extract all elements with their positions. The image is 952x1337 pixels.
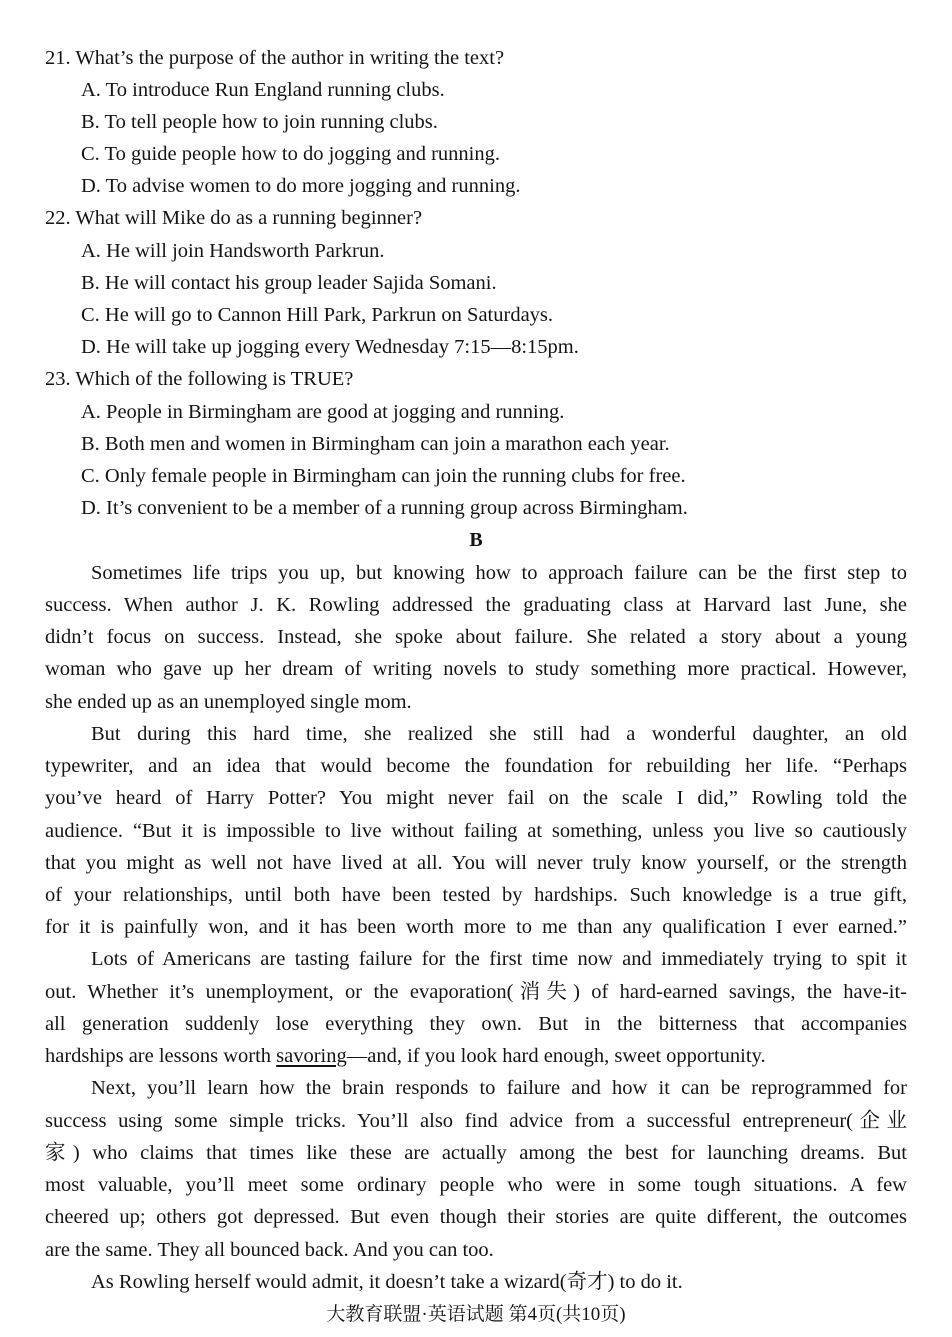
passage-line: of your relationships, until both have been tested by hardships. Such knowledge is a true gift, <box>45 884 907 906</box>
passage-line: Next, you’ll learn how the brain responds to failure and how it can be reprogrammed for <box>91 1077 907 1099</box>
question-22-option-a: A. He will join Handsworth Parkrun. <box>81 240 385 262</box>
question-23-option-a: A. People in Birmingham are good at jogging and running. <box>81 401 565 423</box>
question-21-option-b: B. To tell people how to join running clubs. <box>81 111 438 133</box>
passage-line: 家) who claims that times like these are actually among the best for launching dreams. But <box>45 1142 907 1164</box>
passage-line: you’ve heard of Harry Potter? You might never fail on the scale I did,” Rowling told the <box>45 787 907 809</box>
passage-line: As Rowling herself would admit, it doesn’t take a wizard(奇才) to do it. <box>91 1271 683 1293</box>
passage-line: typewriter, and an idea that would become the foundation for rebuilding her life. “Perhaps <box>45 755 907 777</box>
passage-line: she ended up as an unemployed single mom. <box>45 691 412 713</box>
passage-line: woman who gave up her dream of writing novels to study something more practical. However, <box>45 658 907 680</box>
passage-line: Lots of Americans are tasting failure for the first time now and immediately trying to spit it <box>91 948 907 970</box>
passage-line: are the same. They all bounced back. And you can too. <box>45 1239 494 1261</box>
passage-line: success. When author J. K. Rowling addressed the graduating class at Harvard last June, she <box>45 594 907 616</box>
passage-line-underlined-word <box>0 1040 907 1072</box>
passage-line: Sometimes life trips you up, but knowing how to approach failure can be the first step to <box>91 562 907 584</box>
passage-line: success using some simple tricks. You’ll also find advice from a successful entrepreneur(企业 <box>45 1110 907 1132</box>
question-22-option-c: C. He will go to Cannon Hill Park, Parkrun on Saturdays. <box>81 304 554 326</box>
passage-text: hardships are lessons worth <box>45 1045 277 1067</box>
question-22-stem: 22. What will Mike do as a running beginner? <box>45 207 423 229</box>
passage-line: cheered up; others got depressed. But even though their stories are quite different, the outcomes <box>45 1206 907 1228</box>
question-23-option-d: D. It’s convenient to be a member of a running group across Birmingham. <box>81 497 688 519</box>
passage-line: But during this hard time, she realized she still had a wonderful daughter, an old <box>91 723 907 745</box>
passage-line: for it is painfully won, and it has been worth more to me than any qualification I ever earned.” <box>45 916 907 938</box>
passage-line: audience. “But it is impossible to live without failing at something, unless you live so cautiously <box>45 820 907 842</box>
question-23-option-c: C. Only female people in Birmingham can join the running clubs for free. <box>81 465 686 487</box>
passage-line: out. Whether it’s unemployment, or the evaporation(消失) of hard-earned savings, the have-it- <box>45 981 907 1003</box>
question-21-stem: 21. What’s the purpose of the author in writing the text? <box>45 47 505 69</box>
question-22-option-b: B. He will contact his group leader Sajida Somani. <box>81 272 497 294</box>
passage-line: didn’t focus on success. Instead, she spoke about failure. She related a story about a young <box>45 626 907 648</box>
page-footer: 大教育联盟·英语试题 第4页(共10页) <box>326 1304 626 1325</box>
question-23-option-b: B. Both men and women in Birmingham can join a marathon each year. <box>81 433 670 455</box>
question-23-stem: 23. Which of the following is TRUE? <box>45 368 354 390</box>
underlined-word: savoring <box>276 1045 347 1067</box>
passage-line: that you might as well not have lived at all. You will never truly know yourself, or the strength <box>45 852 907 874</box>
question-21-option-c: C. To guide people how to do jogging and running. <box>81 143 500 165</box>
passage-text: —and, if you look hard enough, sweet opportunity. <box>346 1045 766 1067</box>
question-21-option-d: D. To advise women to do more jogging and running. <box>81 175 521 197</box>
section-heading: B <box>469 529 483 551</box>
question-22-option-d: D. He will take up jogging every Wednesday 7:15—8:15pm. <box>81 336 579 358</box>
passage-line: all generation suddenly lose everything they own. But in the bitterness that accompanies <box>45 1013 907 1035</box>
question-21-option-a: A. To introduce Run England running clubs. <box>81 79 445 101</box>
passage-line: most valuable, you’ll meet some ordinary people who were in some tough situations. A few <box>45 1174 907 1196</box>
